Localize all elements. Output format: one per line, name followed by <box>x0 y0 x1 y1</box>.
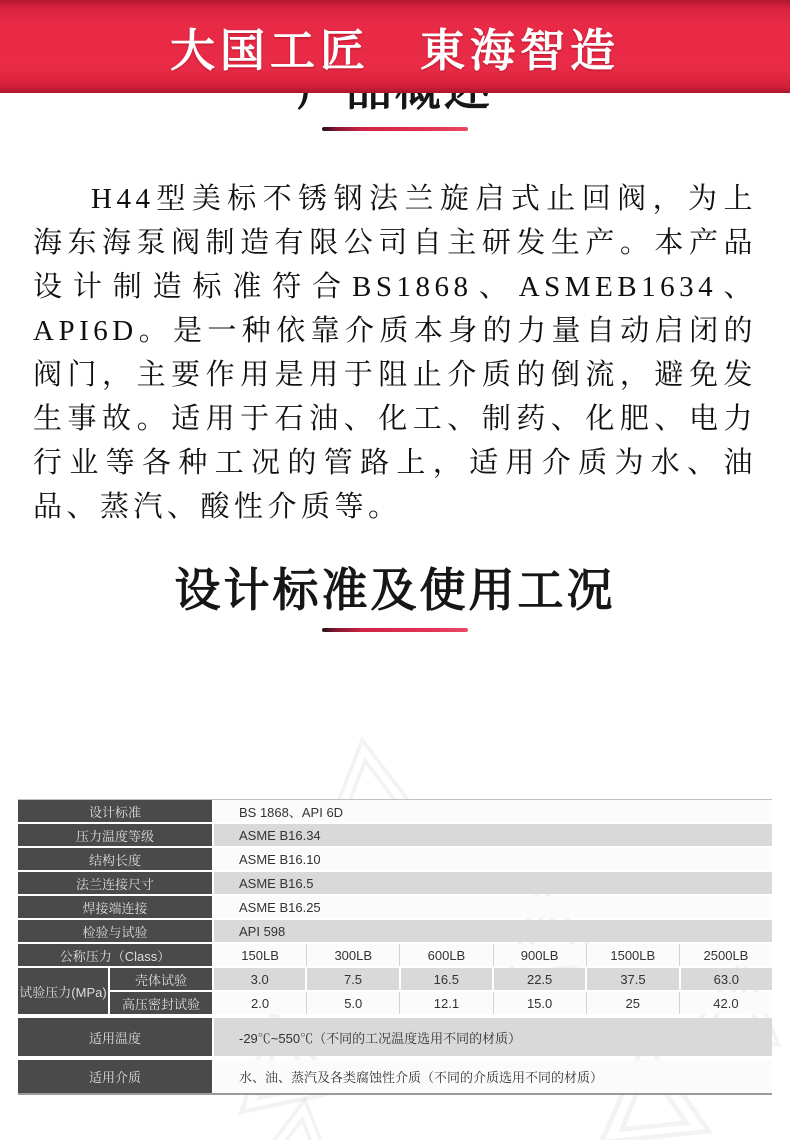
table-row <box>18 896 772 918</box>
row-value: ASME B16.34 <box>214 824 772 846</box>
pressure-value-cell: 25 <box>586 992 679 1014</box>
pressure-subrow <box>110 992 772 1014</box>
row-value: ASME B16.25 <box>214 896 772 918</box>
table-row <box>18 824 772 846</box>
row-label: 适用介质 <box>18 1060 212 1093</box>
class-value-cell: 2500LB <box>679 944 772 966</box>
class-value-cell: 150LB <box>214 944 306 966</box>
value-cells <box>214 968 772 990</box>
row-value: ASME B16.5 <box>214 872 772 894</box>
row-label: 检验与试验 <box>18 920 212 942</box>
table-row <box>18 1018 772 1056</box>
pressure-subrow <box>110 968 772 990</box>
specs-title: 设计标准及使用工况 <box>174 564 616 616</box>
specs-title-underline <box>322 628 468 632</box>
banner-title: 大国工匠 東海智造 <box>169 25 620 76</box>
subrow-label: 壳体试验 <box>110 968 212 990</box>
row-label: 公称压力（Class） <box>18 944 212 966</box>
subrow-label: 高压密封试验 <box>110 992 212 1014</box>
pressure-value-cell: 37.5 <box>585 968 678 990</box>
row-value: ASME B16.10 <box>214 848 772 870</box>
pressure-value-cell: 7.5 <box>305 968 398 990</box>
table-row <box>18 872 772 894</box>
row-value: 水、油、蒸汽及各类腐蚀性介质（不同的介质选用不同的材质） <box>214 1060 772 1093</box>
class-value-cell: 300LB <box>306 944 399 966</box>
value-cells <box>214 992 772 1014</box>
row-label: 法兰连接尺寸 <box>18 872 212 894</box>
section-specs <box>0 529 790 632</box>
class-value-cell: 900LB <box>493 944 586 966</box>
table-row <box>18 1060 772 1093</box>
row-label: 适用温度 <box>18 1018 212 1056</box>
pressure-subrows <box>110 968 772 1014</box>
pressure-value-cell: 15.0 <box>493 992 586 1014</box>
class-row <box>18 944 772 966</box>
pressure-value-cell: 42.0 <box>679 992 772 1014</box>
pressure-value-cell: 3.0 <box>214 968 305 990</box>
pressure-value-cell: 12.1 <box>399 992 492 1014</box>
pressure-value-cell: 16.5 <box>399 968 492 990</box>
value-cells <box>214 944 772 966</box>
row-label: 压力温度等级 <box>18 824 212 846</box>
overview-paragraph: H44型美标不锈钢法兰旋启式止回阀，为上海东海泵阀制造有限公司自主研发生产。本产品设计制造标准符合BS1868、ASMEB1634、API6D。是一种依靠介质本身的力量自动启闭的阀门，主要作用是用于阻止介质的倒流，避免发生事故。适用于石油、化工、制药、化肥、电力行业等各种工况的管路上，适用介质为水、油品、蒸汽、酸性介质等。 <box>33 183 757 523</box>
row-label: 设计标准 <box>18 800 212 822</box>
row-value: API 598 <box>214 920 772 942</box>
table-row <box>18 800 772 822</box>
row-label: 结构长度 <box>18 848 212 870</box>
row-label: 焊接端连接 <box>18 896 212 918</box>
overview-title-underline <box>322 127 468 131</box>
spec-table <box>18 799 772 1095</box>
pressure-value-cell: 63.0 <box>679 968 772 990</box>
top-banner <box>0 0 790 93</box>
row-value: -29℃~550℃（不同的工况温度选用不同的材质） <box>214 1018 772 1056</box>
pressure-value-cell: 5.0 <box>306 992 399 1014</box>
table-row <box>18 848 772 870</box>
pressure-group <box>18 968 772 1014</box>
class-value-cell: 600LB <box>399 944 492 966</box>
watermark-logo <box>250 1089 350 1140</box>
pressure-value-cell: 2.0 <box>214 992 306 1014</box>
pressure-group-label: 试验压力(MPa) <box>18 968 108 1014</box>
pressure-value-cell: 22.5 <box>492 968 585 990</box>
row-value: BS 1868、API 6D <box>214 800 772 822</box>
class-value-cell: 1500LB <box>586 944 679 966</box>
table-row <box>18 920 772 942</box>
